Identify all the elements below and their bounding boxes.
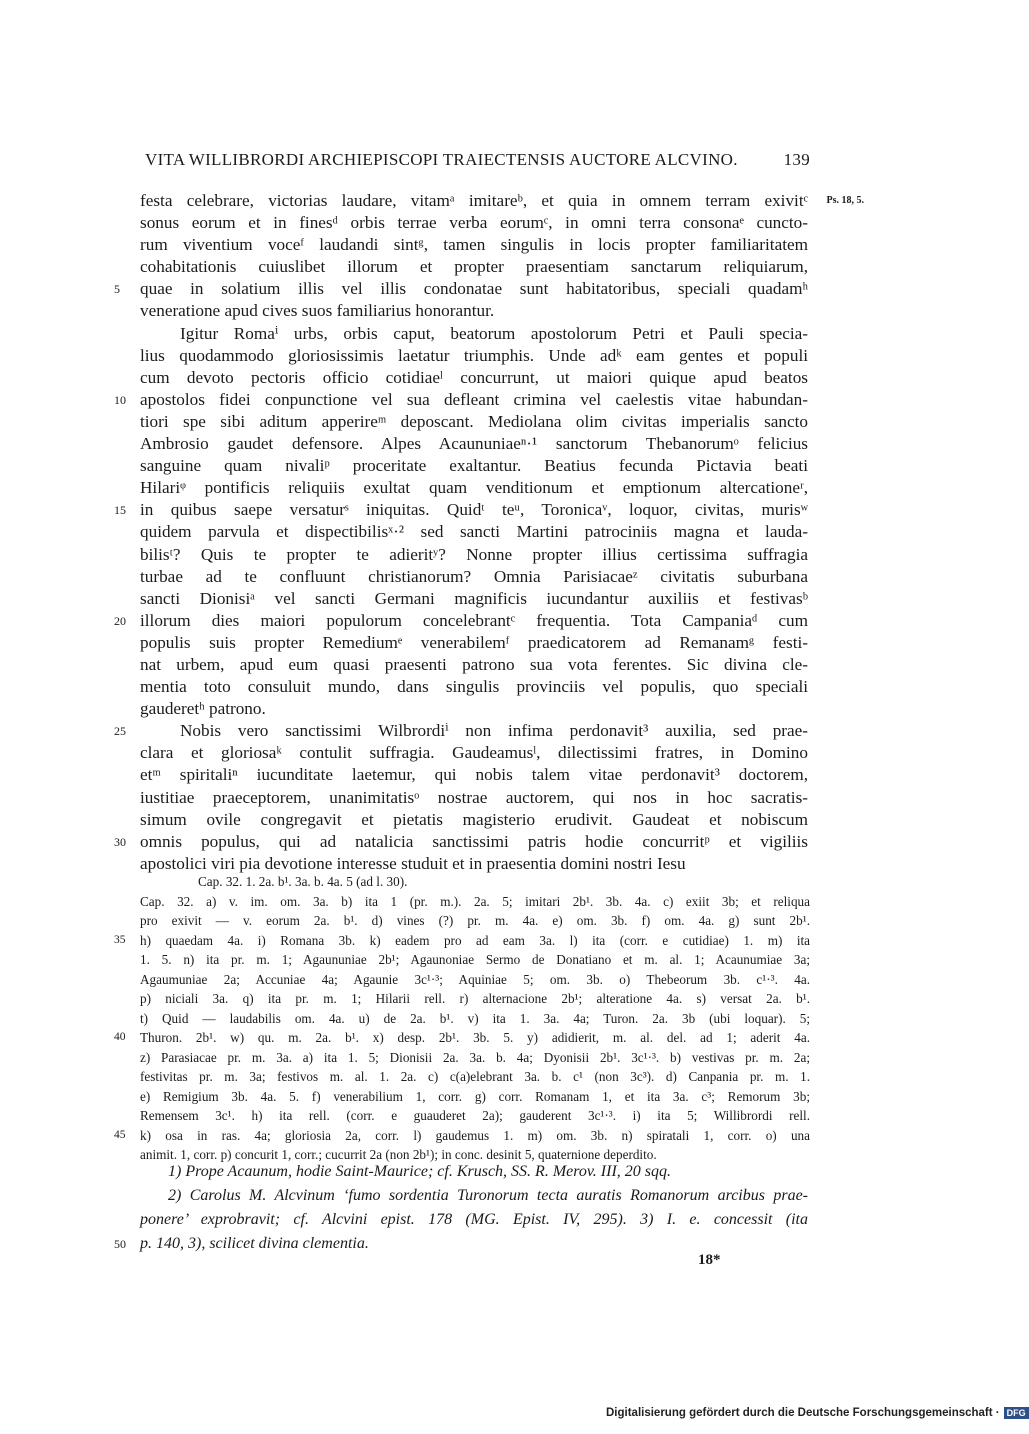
line-26 — [140, 764, 808, 786]
line-9 — [114, 389, 808, 411]
line-text: sancti Dionisiᵃ vel sancti Germani magnificis iucundantur auxiliis et festivasᵇ — [140, 588, 808, 608]
app-line-10 — [140, 1067, 810, 1087]
line-text: quae in solatium illis vel illis condonatae sunt habitatoribus, speciali quadamʰ — [140, 279, 808, 299]
line-text: mentia toto consuluit mundo, dans singulis provinciis vel populis, quo speciali — [140, 677, 808, 697]
app-line-8 — [114, 1028, 810, 1048]
line-text: ponere’ exprobravit; cf. Alcvini epist. 178 (MG. Epist. IV, 295). 3) I. e. concessit (ita — [140, 1211, 808, 1228]
running-title: VITA WILLIBRORDI ARCHIEPISCOPI TRAIECTENSIS AUCTORE ALCVINO. — [145, 150, 738, 169]
line-number: 45 — [114, 1128, 126, 1141]
line-3 — [140, 256, 808, 278]
line-text: apostolici viri pia devotione interesse studuit et in praesentia domini nostri Iesu — [140, 853, 686, 873]
line-text: gauderetʰ patrono. — [140, 699, 266, 719]
line-18 — [140, 588, 808, 610]
main-text — [114, 190, 864, 875]
line-text: simum ovile congregavit et pietatis magisterio erudivit. Gaudeat et nobiscum — [140, 809, 808, 829]
line-text: 2) Carolus M. Alcvinum ‘fumo sordentia Turonorum tecta auratis Romanorum arcibus prae- — [168, 1187, 808, 1204]
note-line-1 — [140, 1184, 808, 1208]
app-line-4 — [140, 950, 810, 970]
app-line-6 — [140, 989, 810, 1009]
app-line-9 — [140, 1048, 810, 1068]
line-text: Remensem 3c¹. h) ita rell. (corr. e guauderet 2a); gauderent 3c¹·³. i) ita 5; Willibrordi rell. — [140, 1108, 810, 1123]
line-text: clara et gloriosaᵏ contulit suffragia. Gaudeamusˡ, dilectissimi fratres, in Domino — [140, 743, 808, 763]
note-line-2 — [140, 1208, 808, 1232]
margin-reference: Ps. 18, 5. — [826, 195, 864, 206]
line-number: 25 — [114, 724, 126, 739]
line-text: Cap. 32. a) v. im. om. 3a. b) ita 1 (pr. m.). 2a. 5; imitari 2b¹. 3b. 4a. c) exiit 3b; et reliqua — [140, 893, 810, 909]
line-text: festa celebrare, victorias laudare, vitamᵃ imitareᵇ, et quia in omnem terram exivitᶜ — [140, 191, 808, 210]
line-text: pro exivit — v. eorum 2a. b¹. d) vines (?) pr. m. 4a. e) om. 3b. f) om. 4a. g) sunt 2b¹. — [140, 913, 810, 928]
line-text: 1) Prope Acaunum, hodie Saint-Maurice; cf. Krusch, SS. R. Merov. III, 20 sqq. — [168, 1163, 672, 1180]
line-text: cohabitationis cuiuslibet illorum et propter praesentiam sanctarum reliquiarum, — [140, 257, 808, 277]
line-4 — [114, 278, 808, 300]
dfg-logo: DFG — [1004, 1407, 1029, 1419]
line-text: iustitiae praeceptorem, unanimitatisᵒ nostrae auctorem, qui nos in hoc sacratis- — [140, 787, 808, 807]
line-text: animit. 1, corr. p) concurit 1, corr.; cucurrit 2a (non 2b¹); in conc. desinit 5, quaternione deperdito. — [140, 1147, 657, 1162]
line-22 — [140, 676, 808, 698]
line-text: Igitur Romaⁱ urbs, orbis caput, beatorum apostolorum Petri et Pauli specia- — [180, 323, 808, 343]
app-line-3 — [114, 931, 810, 951]
app-line-1 — [140, 892, 810, 912]
line-text: Ambrosio gaudet defensore. Alpes Acaununiaeⁿ·¹ sanctorum Thebanorumᵒ felicius — [140, 434, 808, 454]
signature-mark: 18* — [698, 1252, 721, 1268]
line-25 — [140, 742, 808, 764]
line-text: k) osa in ras. 4a; gloriosia 2a, corr. l) gaudemus 1. m) om. 3b. n) spiratali 1, corr. o) una — [140, 1127, 810, 1143]
line-text: populis suis propter Remediumᵉ venerabilemᶠ praedicatorem ad Remanamᵍ festi- — [140, 632, 808, 652]
line-text: nat urbem, apud eum quasi praesenti patrono sua vota ferentes. Sic divina cle- — [140, 654, 808, 674]
line-text: etᵐ spiritaliⁿ iucunditate laetemur, qui nobis talem vitae perdonavit³ doctorem, — [140, 765, 808, 785]
line-12 — [140, 455, 808, 477]
line-2 — [140, 234, 808, 256]
line-16 — [140, 544, 808, 566]
line-15 — [140, 521, 808, 543]
footer-text: Digitalisierung gefördert durch die Deutsche Forschungsgemeinschaft · — [606, 1407, 1000, 1420]
app-line-13 — [114, 1126, 810, 1146]
line-text: z) Parasiacae pr. m. 3a. a) ita 1. 5; Dionisii 2a. 3a. b. 4a; Dyonisii 2b¹. 3c¹·³. b) vestivas pr. m. 2a; — [140, 1049, 810, 1065]
line-text: e) Remigium 3b. 4a. 5. f) venerabilium 1, corr. g) corr. Romanam 1, et ita 3a. c³; Remorum 3b; — [140, 1088, 810, 1104]
line-text: sanguine quam nivaliᵖ proceritate exaltantur. Beatius fecunda Pictavia beati — [140, 456, 808, 476]
line-number: 50 — [114, 1237, 126, 1251]
line-5 — [140, 300, 808, 322]
line-text: Hilariᵠ pontificis reliquiis exultat quam venditionum et emptionum altercationeʳ, — [140, 478, 808, 498]
note-line-0 — [140, 1160, 808, 1184]
line-27 — [140, 787, 808, 809]
line-text: Thuron. 2b¹. w) qu. m. 2a. b¹. x) desp. 2b¹. 3b. 5. y) adidierit, m. al. del. ad 1; aderit 4a. — [140, 1030, 810, 1045]
line-text: t) Quid — laudabilis om. 4a. u) de 2a. b¹. v) ita 1. 3a. 4a; Turon. 2a. 3b (ubi loquar). 5; — [140, 1010, 810, 1026]
line-number: 30 — [114, 834, 126, 849]
footnotes — [114, 1160, 808, 1256]
page-number: 139 — [783, 150, 810, 169]
app-line-7 — [140, 1009, 810, 1029]
line-19 — [114, 610, 808, 632]
line-text: p. 140, 3), scilicet divina clementia. — [140, 1235, 369, 1252]
line-text: festivitas pr. m. 3a; festivos m. al. 1. 2a. c) c(a)elebrant 3a. b. c¹ (non 3c³). d) Canpania pr. m. 1. — [140, 1069, 810, 1084]
line-text: tiori spe sibi aditum apperireᵐ deposcant. Mediolana olim civitas imperialis sancto — [140, 411, 808, 431]
line-text: quidem parvula et dispectibilisˣ·² sed sancti Martini patrociniis magna et lauda- — [140, 522, 808, 542]
line-number: 10 — [114, 392, 126, 407]
line-text: rum viventium voceᶠ laudandi sintᵍ, tamen singulis in locis propter familiaritatem — [140, 235, 808, 255]
line-text: turbae ad te confluunt christianorum? Omnia Parisiacaeᶻ civitatis suburbana — [140, 566, 808, 586]
line-text: bilisᵗ? Quis te propter te adieritʸ? Nonne propter illius certissima suffragia — [140, 544, 808, 564]
line-text: h) quaedam 4a. i) Romana 3b. k) eadem pro ad eam 3a. l) ita (corr. e cutidiae) 1. m) ita — [140, 932, 810, 948]
line-text: Nobis vero sanctissimi Wilbrordiⁱ non infima perdonavit³ auxilia, sed prae- — [180, 721, 808, 741]
line-14 — [114, 499, 808, 521]
line-21 — [140, 654, 808, 676]
line-text: lius quodammodo gloriosissimis laetatur triumphis. Unde adᵏ eam gentes et populi — [140, 345, 808, 365]
line-text: in quibus saepe versaturˢ iniquitas. Quidᵗ teᵘ, Toronicaᵛ, loquor, civitas, murisʷ — [140, 500, 808, 520]
line-text: p) niciali 3a. q) ita pr. m. 1; Hilarii rell. r) alternacione 2b¹; alteratione 4a. s) versat 2a. b¹. — [140, 991, 810, 1006]
app-line-2 — [140, 911, 810, 931]
line-text: cum devoto pectoris officio cotidiaeˡ concurrunt, ut maiori quique apud beatos — [140, 367, 808, 387]
line-text: veneratione apud cives suos familiarius honorantur. — [140, 301, 495, 321]
line-text: sonus eorum et in finesᵈ orbis terrae verba eorumᶜ, in omni terra consonaᵉ cuncto- — [140, 213, 808, 233]
line-17 — [140, 566, 808, 588]
line-8 — [140, 367, 808, 389]
running-header — [145, 150, 810, 170]
line-text: omnis populus, qui ad natalicia sanctissimi patris hodie concurritᵖ et vigiliis — [140, 831, 808, 851]
line-29 — [114, 831, 808, 853]
critical-apparatus — [114, 872, 810, 1165]
line-text: Cap. 32. 1. 2a. b¹. 3a. b. 4a. 5 (ad l. 30). — [198, 874, 408, 889]
line-text: apostolos fidei conpunctione vel sua defleant crimina vel caelestis vitae habundan- — [140, 389, 808, 409]
line-text: 1. 5. n) ita pr. m. 1; Agaununiae 2b¹; Agaunoniae Sermo de Donatiano et m. al. 1; Acaunumiae 3a; — [140, 952, 810, 967]
app-line-5 — [140, 970, 810, 990]
line-text: Agaumuniae 2a; Accuniae 4a; Agaunie 3c¹·³; Aquiniae 5; om. 3b. o) Thebeorum 3b. c¹·³. 4a. — [140, 971, 810, 987]
app-line-11 — [140, 1087, 810, 1107]
line-number: 5 — [114, 282, 120, 297]
line-number: 15 — [114, 503, 126, 518]
line-28 — [140, 809, 808, 831]
line-number: 20 — [114, 613, 126, 628]
line-23 — [140, 698, 808, 720]
line-24 — [114, 720, 808, 742]
line-13 — [140, 477, 808, 499]
line-number: 35 — [114, 933, 126, 946]
line-text: illorum dies maiori populorum concelebrantᶜ frequentia. Tota Campaniaᵈ cum — [140, 610, 808, 630]
app-line-12 — [140, 1106, 810, 1126]
line-7 — [140, 345, 808, 367]
line-20 — [140, 632, 808, 654]
footer-credit — [606, 1407, 1029, 1419]
app-line-0 — [140, 872, 810, 892]
line-11 — [140, 433, 808, 455]
line-1 — [140, 212, 808, 234]
line-10 — [140, 411, 808, 433]
line-0 — [140, 190, 864, 212]
line-number: 40 — [114, 1031, 126, 1043]
line-6 — [140, 323, 808, 345]
